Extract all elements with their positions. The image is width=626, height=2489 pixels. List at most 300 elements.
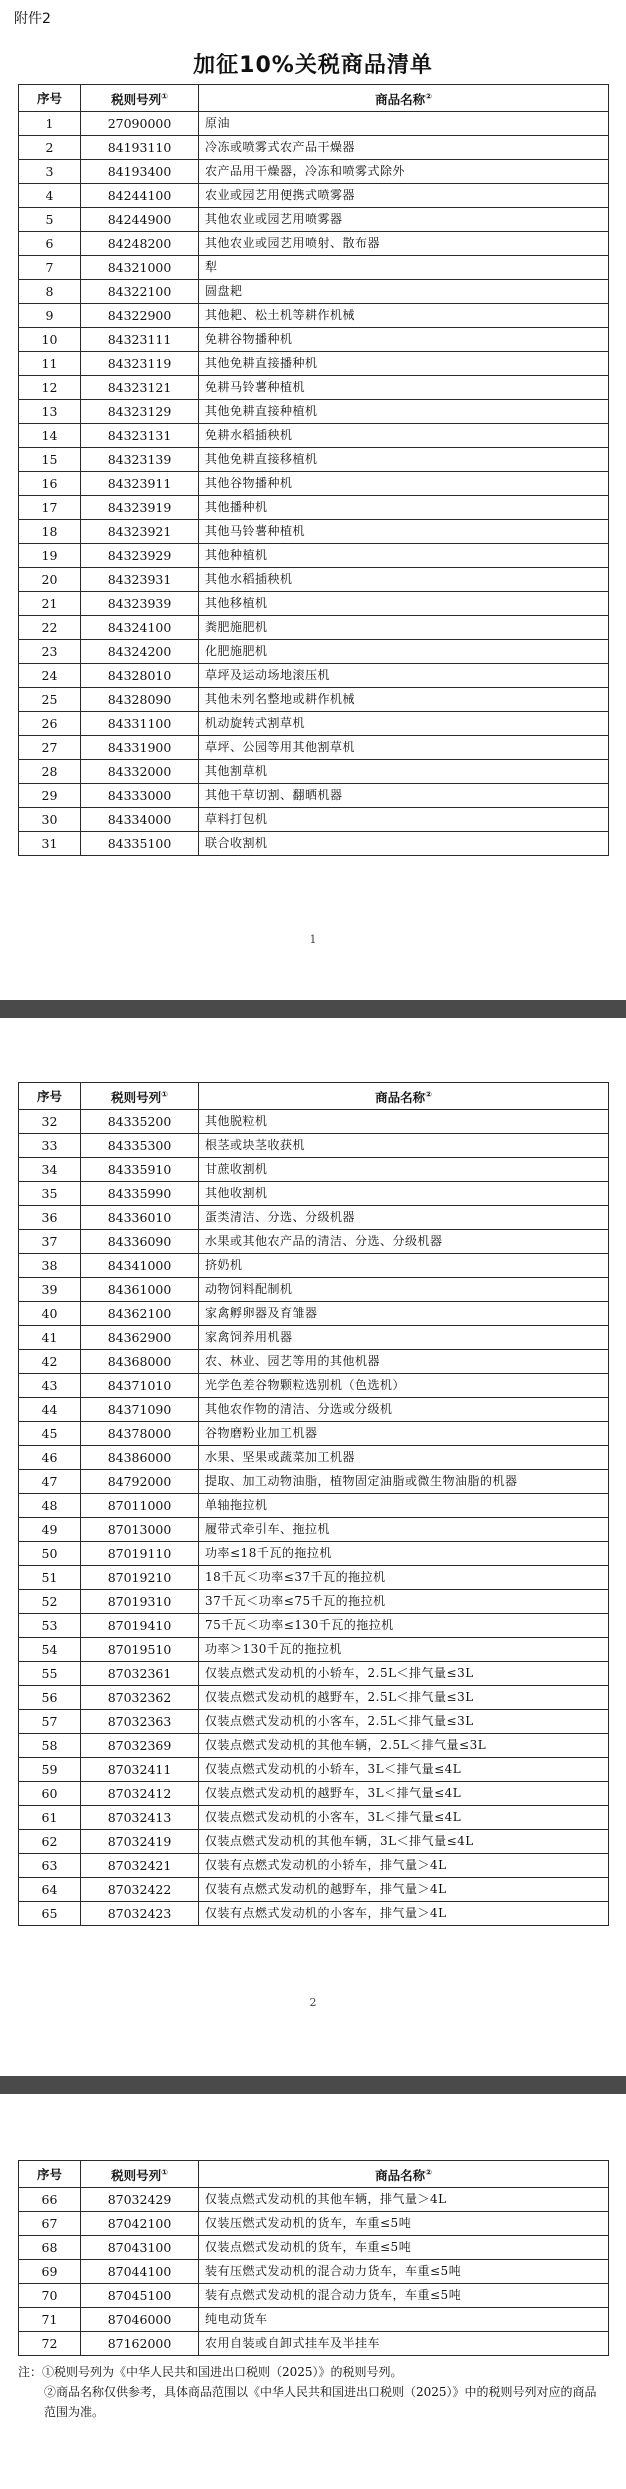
tariff-code: 87032419	[81, 1830, 199, 1854]
tariff-table-page-1	[18, 84, 609, 856]
row-number: 48	[19, 1494, 81, 1518]
row-number: 54	[19, 1638, 81, 1662]
product-name: 履带式牵引车、拖拉机	[199, 1518, 609, 1542]
row-number: 42	[19, 1350, 81, 1374]
product-name: 单轴拖拉机	[199, 1494, 609, 1518]
tariff-table-page-3	[18, 2160, 609, 2356]
row-number: 68	[19, 2236, 81, 2260]
tariff-code: 84368000	[81, 1350, 199, 1374]
table-row	[19, 2236, 609, 2260]
table-row	[19, 352, 609, 376]
row-number: 40	[19, 1302, 81, 1326]
table-row	[19, 784, 609, 808]
product-name: 农产品用干燥器，冷冻和喷雾式除外	[199, 160, 609, 184]
row-number: 12	[19, 376, 81, 400]
table-row	[19, 208, 609, 232]
row-number: 20	[19, 568, 81, 592]
table-row	[19, 1470, 609, 1494]
table-row	[19, 496, 609, 520]
row-number: 26	[19, 712, 81, 736]
footnote-mark-2: ②	[425, 1090, 432, 1099]
table-row	[19, 376, 609, 400]
row-number: 18	[19, 520, 81, 544]
tariff-code: 84323939	[81, 592, 199, 616]
row-number: 51	[19, 1566, 81, 1590]
row-number: 36	[19, 1206, 81, 1230]
header-code-text: 税则号列	[111, 1090, 162, 1106]
product-name: 其他移植机	[199, 592, 609, 616]
product-name: 功率≤18千瓦的拖拉机	[199, 1542, 609, 1566]
table-row	[19, 112, 609, 136]
tariff-code: 84792000	[81, 1470, 199, 1494]
product-name: 其他割草机	[199, 760, 609, 784]
table-row	[19, 1662, 609, 1686]
product-name: 提取、加工动物油脂，植物固定油脂或微生物油脂的机器	[199, 1470, 609, 1494]
footnote-2: ②商品名称仅供参考，具体商品范围以《中华人民共和国进出口税则（2025）》中的税则号列对应的商品范围为准。	[44, 2385, 597, 2419]
row-number: 71	[19, 2308, 81, 2332]
table-row	[19, 1278, 609, 1302]
tariff-code: 87032422	[81, 1878, 199, 1902]
product-name: 蛋类清洁、分选、分级机器	[199, 1206, 609, 1230]
tariff-code: 87043100	[81, 2236, 199, 2260]
tariff-code: 84323929	[81, 544, 199, 568]
tariff-code: 27090000	[81, 112, 199, 136]
table-row	[19, 544, 609, 568]
table-row	[19, 2284, 609, 2308]
row-number: 61	[19, 1806, 81, 1830]
table-row	[19, 136, 609, 160]
product-name: 其他播种机	[199, 496, 609, 520]
product-name: 37千瓦＜功率≤75千瓦的拖拉机	[199, 1590, 609, 1614]
row-number: 62	[19, 1830, 81, 1854]
table-row	[19, 184, 609, 208]
table-body	[19, 2188, 609, 2356]
footnote-mark-2: ②	[425, 92, 432, 101]
tariff-code: 84324200	[81, 640, 199, 664]
table-row	[19, 736, 609, 760]
footnote-mark-1: ①	[161, 1090, 168, 1099]
row-number: 3	[19, 160, 81, 184]
tariff-code: 84323121	[81, 376, 199, 400]
header-name-text: 商品名称	[375, 92, 426, 108]
product-name: 仅装点燃式发动机的越野车，2.5L＜排气量≤3L	[199, 1686, 609, 1710]
table-body	[19, 1110, 609, 1926]
table-row	[19, 232, 609, 256]
page-2	[0, 1036, 626, 2076]
tariff-code: 87032362	[81, 1686, 199, 1710]
row-number: 9	[19, 304, 81, 328]
row-number: 30	[19, 808, 81, 832]
product-name: 仅装点燃式发动机的越野车，3L＜排气量≤4L	[199, 1782, 609, 1806]
row-number: 72	[19, 2332, 81, 2356]
tariff-code: 84371090	[81, 1398, 199, 1422]
header-code	[81, 2161, 199, 2188]
table-row	[19, 568, 609, 592]
table-row	[19, 280, 609, 304]
table-row	[19, 1374, 609, 1398]
row-number: 41	[19, 1326, 81, 1350]
table-row	[19, 1614, 609, 1638]
product-name: 仅装有点燃式发动机的越野车，排气量＞4L	[199, 1878, 609, 1902]
footnote-mark-2: ②	[425, 2168, 432, 2177]
product-name: 仅装点燃式发动机的小客车，2.5L＜排气量≤3L	[199, 1710, 609, 1734]
table-row	[19, 1854, 609, 1878]
row-number: 37	[19, 1230, 81, 1254]
table-row	[19, 1422, 609, 1446]
tariff-code: 84336010	[81, 1206, 199, 1230]
header-name	[199, 85, 609, 112]
product-name: 根茎或块茎收获机	[199, 1134, 609, 1158]
product-name: 家禽饲养用机器	[199, 1326, 609, 1350]
table-row	[19, 2212, 609, 2236]
tariff-code: 87019210	[81, 1566, 199, 1590]
row-number: 53	[19, 1614, 81, 1638]
page-title: 加征10%关税商品清单	[193, 53, 433, 78]
row-number: 43	[19, 1374, 81, 1398]
tariff-code: 87032423	[81, 1902, 199, 1926]
tariff-code: 84323111	[81, 328, 199, 352]
tariff-code: 84333000	[81, 784, 199, 808]
table-row	[19, 1710, 609, 1734]
table-row	[19, 616, 609, 640]
product-name: 其他种植机	[199, 544, 609, 568]
product-name: 化肥施肥机	[199, 640, 609, 664]
page-1	[0, 0, 626, 1000]
row-number: 28	[19, 760, 81, 784]
table-row	[19, 472, 609, 496]
product-name: 水果或其他农产品的清洁、分选、分级机器	[199, 1230, 609, 1254]
tariff-code: 84321000	[81, 256, 199, 280]
row-number: 22	[19, 616, 81, 640]
table-row	[19, 1878, 609, 1902]
product-name: 甘蔗收割机	[199, 1158, 609, 1182]
product-name: 其他脱粒机	[199, 1110, 609, 1134]
tariff-code: 84323931	[81, 568, 199, 592]
row-number: 7	[19, 256, 81, 280]
table-row	[19, 1182, 609, 1206]
tariff-code: 87045100	[81, 2284, 199, 2308]
row-number: 25	[19, 688, 81, 712]
product-name: 其他农作物的清洁、分选或分级机	[199, 1398, 609, 1422]
product-name: 仅装点燃式发动机的其他车辆，2.5L＜排气量≤3L	[199, 1734, 609, 1758]
row-number: 38	[19, 1254, 81, 1278]
row-number: 4	[19, 184, 81, 208]
product-name: 草料打包机	[199, 808, 609, 832]
table-header-row	[19, 85, 609, 112]
header-name-text: 商品名称	[375, 1090, 426, 1106]
tariff-code: 84371010	[81, 1374, 199, 1398]
product-name: 其他收割机	[199, 1182, 609, 1206]
product-name: 冷冻或喷雾式农产品干燥器	[199, 136, 609, 160]
product-name: 原油	[199, 112, 609, 136]
tariff-code: 87032361	[81, 1662, 199, 1686]
tariff-code: 87044100	[81, 2260, 199, 2284]
product-name: 犁	[199, 256, 609, 280]
tariff-code: 84361000	[81, 1278, 199, 1302]
header-code-text: 税则号列	[111, 2168, 162, 2184]
product-name: 草坪、公园等用其他割草机	[199, 736, 609, 760]
tariff-code: 87046000	[81, 2308, 199, 2332]
table-row	[19, 808, 609, 832]
attachment-label: 附件2	[14, 11, 51, 27]
table-row	[19, 520, 609, 544]
row-number: 24	[19, 664, 81, 688]
header-no: 序号	[19, 85, 81, 112]
row-number: 32	[19, 1110, 81, 1134]
row-number: 58	[19, 1734, 81, 1758]
row-number: 1	[19, 112, 81, 136]
row-number: 45	[19, 1422, 81, 1446]
tariff-code: 84323921	[81, 520, 199, 544]
footnotes	[18, 2362, 608, 2422]
row-number: 57	[19, 1710, 81, 1734]
table-row	[19, 424, 609, 448]
table-row	[19, 1638, 609, 1662]
row-number: 52	[19, 1590, 81, 1614]
table-row	[19, 1590, 609, 1614]
page-gap	[0, 2094, 626, 2112]
header-code	[81, 85, 199, 112]
product-name: 仅装压燃式发动机的货车，车重≤5吨	[199, 2212, 609, 2236]
product-name: 仅装有点燃式发动机的小客车，排气量＞4L	[199, 1902, 609, 1926]
product-name: 其他免耕直接移植机	[199, 448, 609, 472]
product-name: 其他耙、松土机等耕作机械	[199, 304, 609, 328]
tariff-code: 84386000	[81, 1446, 199, 1470]
tariff-code: 84335200	[81, 1110, 199, 1134]
row-number: 23	[19, 640, 81, 664]
table-body	[19, 112, 609, 856]
page-separator	[0, 1000, 626, 1018]
tariff-code: 84362900	[81, 1326, 199, 1350]
table-row	[19, 1134, 609, 1158]
tariff-code: 84335910	[81, 1158, 199, 1182]
table-row	[19, 1830, 609, 1854]
tariff-code: 87042100	[81, 2212, 199, 2236]
table-row	[19, 1902, 609, 1926]
header-name	[199, 2161, 609, 2188]
tariff-code: 87013000	[81, 1518, 199, 1542]
tariff-code: 84324100	[81, 616, 199, 640]
table-row	[19, 1110, 609, 1134]
tariff-code: 84335100	[81, 832, 199, 856]
product-name: 家禽孵卵器及育雏器	[199, 1302, 609, 1326]
row-number: 70	[19, 2284, 81, 2308]
tariff-code: 84328090	[81, 688, 199, 712]
table-row	[19, 1350, 609, 1374]
table-row	[19, 664, 609, 688]
tariff-code: 87162000	[81, 2332, 199, 2356]
product-name: 仅装点燃式发动机的小客车，3L＜排气量≤4L	[199, 1806, 609, 1830]
product-name: 免耕水稻插秧机	[199, 424, 609, 448]
tariff-code: 84331100	[81, 712, 199, 736]
table-row	[19, 1446, 609, 1470]
product-name: 免耕马铃薯种植机	[199, 376, 609, 400]
row-number: 27	[19, 736, 81, 760]
row-number: 67	[19, 2212, 81, 2236]
product-name: 农用自装或自卸式挂车及半挂车	[199, 2332, 609, 2356]
table-row	[19, 1158, 609, 1182]
product-name: 粪肥施肥机	[199, 616, 609, 640]
product-name: 纯电动货车	[199, 2308, 609, 2332]
row-number: 2	[19, 136, 81, 160]
table-row	[19, 160, 609, 184]
tariff-code: 84362100	[81, 1302, 199, 1326]
row-number: 44	[19, 1398, 81, 1422]
tariff-code: 87032429	[81, 2188, 199, 2212]
table-row	[19, 400, 609, 424]
row-number: 14	[19, 424, 81, 448]
page-number: 1	[309, 933, 317, 946]
tariff-code: 84193110	[81, 136, 199, 160]
row-number: 55	[19, 1662, 81, 1686]
tariff-code: 87032411	[81, 1758, 199, 1782]
product-name: 其他农业或园艺用喷射、散布器	[199, 232, 609, 256]
row-number: 59	[19, 1758, 81, 1782]
table-row	[19, 328, 609, 352]
tariff-code: 87032369	[81, 1734, 199, 1758]
tariff-code: 87032363	[81, 1710, 199, 1734]
table-row	[19, 1326, 609, 1350]
row-number: 17	[19, 496, 81, 520]
table-row	[19, 1566, 609, 1590]
tariff-code: 84335300	[81, 1134, 199, 1158]
tariff-code: 87019110	[81, 1542, 199, 1566]
table-row	[19, 1782, 609, 1806]
tariff-code: 84244900	[81, 208, 199, 232]
product-name: 其他农业或园艺用喷雾器	[199, 208, 609, 232]
header-no: 序号	[19, 2161, 81, 2188]
tariff-code: 84323129	[81, 400, 199, 424]
product-name: 装有压燃式发动机的混合动力货车，车重≤5吨	[199, 2260, 609, 2284]
product-name: 装有点燃式发动机的混合动力货车，车重≤5吨	[199, 2284, 609, 2308]
page-gap	[0, 1018, 626, 1036]
product-name: 免耕谷物播种机	[199, 328, 609, 352]
table-row	[19, 2260, 609, 2284]
row-number: 33	[19, 1134, 81, 1158]
row-number: 31	[19, 832, 81, 856]
tariff-code: 84323119	[81, 352, 199, 376]
footnote-mark-1: ①	[161, 92, 168, 101]
header-code-text: 税则号列	[111, 92, 162, 108]
row-number: 6	[19, 232, 81, 256]
table-row	[19, 1542, 609, 1566]
tariff-code: 84323131	[81, 424, 199, 448]
row-number: 16	[19, 472, 81, 496]
row-number: 19	[19, 544, 81, 568]
tariff-code: 84244100	[81, 184, 199, 208]
row-number: 46	[19, 1446, 81, 1470]
tariff-code: 84323911	[81, 472, 199, 496]
table-header-row	[19, 1083, 609, 1110]
row-number: 66	[19, 2188, 81, 2212]
tariff-code: 87019310	[81, 1590, 199, 1614]
row-number: 13	[19, 400, 81, 424]
tariff-code: 84341000	[81, 1254, 199, 1278]
row-number: 35	[19, 1182, 81, 1206]
product-name: 草坪及运动场地滚压机	[199, 664, 609, 688]
product-name: 农业或园艺用便携式喷雾器	[199, 184, 609, 208]
row-number: 21	[19, 592, 81, 616]
row-number: 10	[19, 328, 81, 352]
table-row	[19, 1806, 609, 1830]
table-row	[19, 1230, 609, 1254]
product-name: 仅装点燃式发动机的小轿车，3L＜排气量≤4L	[199, 1758, 609, 1782]
tariff-code: 84336090	[81, 1230, 199, 1254]
row-number: 15	[19, 448, 81, 472]
tariff-code: 84332000	[81, 760, 199, 784]
product-name: 光学色差谷物颗粒选别机（色选机）	[199, 1374, 609, 1398]
product-name: 仅装点燃式发动机的其他车辆，3L＜排气量≤4L	[199, 1830, 609, 1854]
table-row	[19, 688, 609, 712]
row-number: 49	[19, 1518, 81, 1542]
tariff-code: 84323919	[81, 496, 199, 520]
row-number: 47	[19, 1470, 81, 1494]
product-name: 功率＞130千瓦的拖拉机	[199, 1638, 609, 1662]
header-no: 序号	[19, 1083, 81, 1110]
row-number: 34	[19, 1158, 81, 1182]
product-name: 18千瓦＜功率≤37千瓦的拖拉机	[199, 1566, 609, 1590]
tariff-code: 87032421	[81, 1854, 199, 1878]
table-row	[19, 1734, 609, 1758]
row-number: 65	[19, 1902, 81, 1926]
product-name: 75千瓦＜功率≤130千瓦的拖拉机	[199, 1614, 609, 1638]
row-number: 64	[19, 1878, 81, 1902]
tariff-code: 84248200	[81, 232, 199, 256]
table-row	[19, 2308, 609, 2332]
tariff-code: 87019410	[81, 1614, 199, 1638]
row-number: 11	[19, 352, 81, 376]
table-row	[19, 1758, 609, 1782]
table-row	[19, 1254, 609, 1278]
product-name: 其他未列名整地或耕作机械	[199, 688, 609, 712]
tariff-code: 84322900	[81, 304, 199, 328]
product-name: 联合收割机	[199, 832, 609, 856]
product-name: 其他免耕直接播种机	[199, 352, 609, 376]
product-name: 仅装点燃式发动机的货车，车重≤5吨	[199, 2236, 609, 2260]
tariff-code: 84193400	[81, 160, 199, 184]
product-name: 其他免耕直接种植机	[199, 400, 609, 424]
page-3	[0, 2112, 626, 2489]
footnote-1: 注：①税则号列为《中华人民共和国进出口税则（2025）》的税则号列。	[18, 2365, 403, 2379]
tariff-code: 84335990	[81, 1182, 199, 1206]
table-row	[19, 712, 609, 736]
table-row	[19, 760, 609, 784]
table-row	[19, 1398, 609, 1422]
tariff-code: 84323139	[81, 448, 199, 472]
table-row	[19, 2332, 609, 2356]
product-name: 仅装有点燃式发动机的小轿车，排气量＞4L	[199, 1854, 609, 1878]
table-row	[19, 592, 609, 616]
row-number: 63	[19, 1854, 81, 1878]
row-number: 69	[19, 2260, 81, 2284]
header-name	[199, 1083, 609, 1110]
tariff-code: 87011000	[81, 1494, 199, 1518]
row-number: 5	[19, 208, 81, 232]
header-code	[81, 1083, 199, 1110]
table-row	[19, 1494, 609, 1518]
header-name-text: 商品名称	[375, 2168, 426, 2184]
table-header-row	[19, 2161, 609, 2188]
row-number: 8	[19, 280, 81, 304]
product-name: 机动旋转式割草机	[199, 712, 609, 736]
tariff-code: 87032412	[81, 1782, 199, 1806]
product-name: 仅装点燃式发动机的其他车辆，排气量＞4L	[199, 2188, 609, 2212]
product-name: 挤奶机	[199, 1254, 609, 1278]
table-row	[19, 1686, 609, 1710]
page-number: 2	[309, 1996, 317, 2009]
tariff-code: 84378000	[81, 1422, 199, 1446]
footnote-mark-1: ①	[161, 2168, 168, 2177]
